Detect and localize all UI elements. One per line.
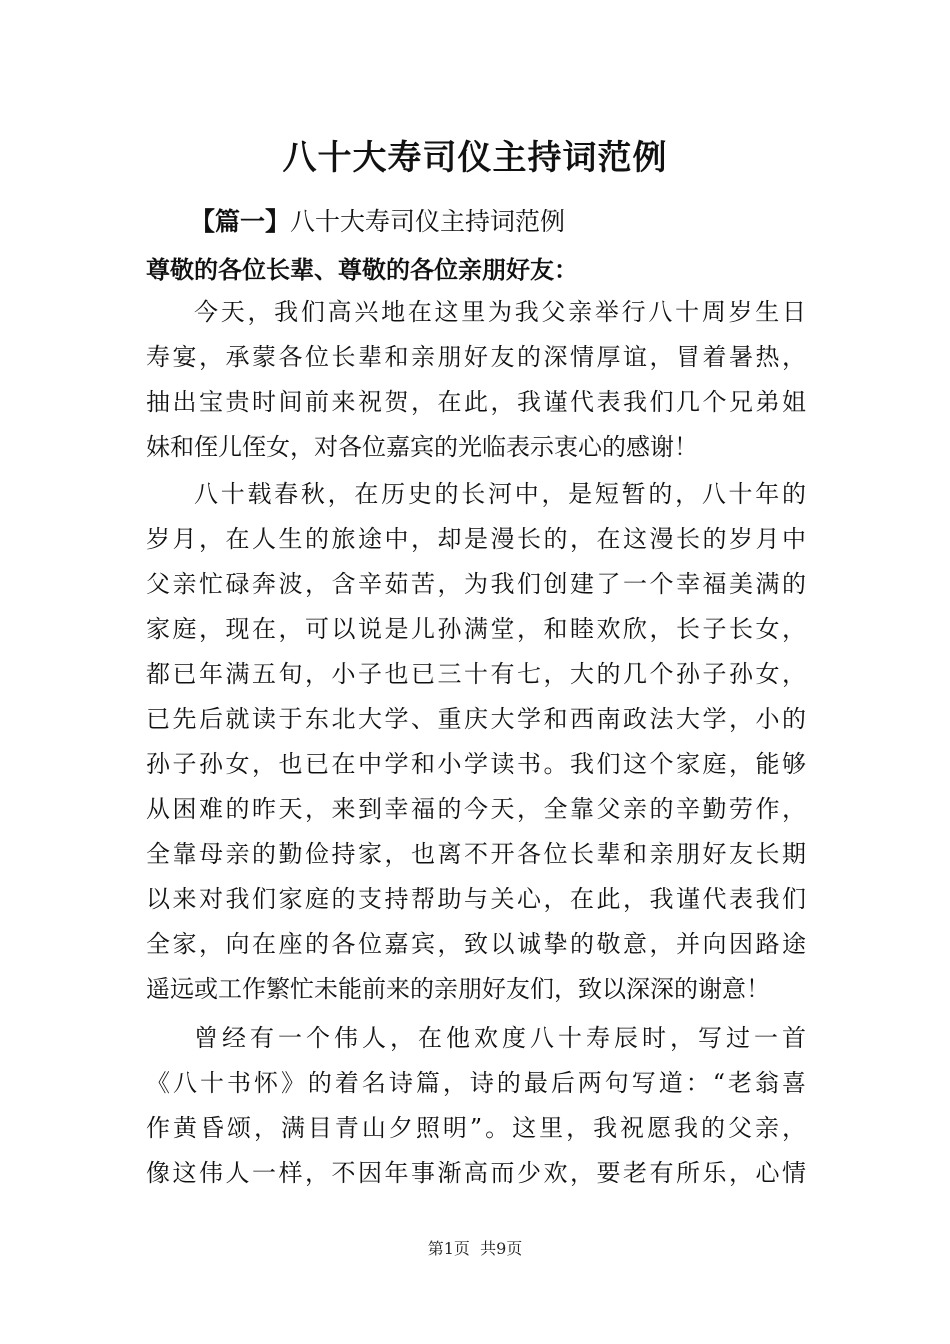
body-line: 作黄昏颂，满目青山夕照明”。这里，我祝愿我的父亲， xyxy=(146,1114,806,1142)
body-line: 像这伟人一样，不因年事渐高而少欢，要老有所乐，心情 xyxy=(146,1159,806,1187)
body-line: 孙子孙女，也已在中学和小学读书。我们这个家庭，能够 xyxy=(146,750,806,778)
body-line: 全家，向在座的各位嘉宾，致以诚挚的敬意，并向因路途 xyxy=(146,930,806,958)
body-line: 妹和侄儿侄女，对各位嘉宾的光临表示衷心的感谢！ xyxy=(146,433,698,461)
body-line: 全靠母亲的勤俭持家，也离不开各位长辈和亲朋好友长期 xyxy=(146,840,806,868)
body-line: 家庭，现在，可以说是儿孙满堂，和睦欢欣，长子长女， xyxy=(146,615,806,643)
body-line: 从困难的昨天，来到幸福的今天，全靠父亲的辛勤劳作， xyxy=(146,795,806,823)
section-heading-text: 八十大寿司仪主持词范例 xyxy=(290,207,566,236)
section-label: 【篇一】 xyxy=(190,207,291,236)
body-line: 八十载春秋，在历史的长河中，是短暂的，八十年的 xyxy=(194,480,806,508)
body-line: 遥远或工作繁忙未能前来的亲朋好友们，致以深深的谢意！ xyxy=(146,975,770,1003)
body-line: 父亲忙碌奔波，含辛茹苦，为我们创建了一个幸福美满的 xyxy=(146,570,806,598)
body-line: 曾经有一个伟人，在他欢度八十寿辰时，写过一首 xyxy=(194,1024,806,1052)
body-line: 岁月，在人生的旅途中，却是漫长的，在这漫长的岁月中 xyxy=(146,525,806,553)
page-footer: 第1页 共9页 xyxy=(427,1239,523,1258)
document-title: 八十大寿司仪主持词范例 xyxy=(282,138,668,178)
body-line: 抽出宝贵时间前来祝贺，在此，我谨代表我们几个兄弟姐 xyxy=(146,388,806,416)
body-line: 《八十书怀》的着名诗篇，诗的最后两句写道：“老翁喜 xyxy=(146,1069,806,1097)
body-line: 以来对我们家庭的支持帮助与关心，在此，我谨代表我们 xyxy=(146,885,806,913)
salutation: 尊敬的各位长辈、尊敬的各位亲朋好友： xyxy=(146,255,578,284)
body-line: 已先后就读于东北大学、重庆大学和西南政法大学，小的 xyxy=(146,705,806,733)
section-heading xyxy=(190,199,565,245)
body-line: 寿宴，承蒙各位长辈和亲朋好友的深情厚谊，冒着暑热， xyxy=(146,343,806,371)
body-line: 今天，我们高兴地在这里为我父亲举行八十周岁生日 xyxy=(194,298,806,326)
body-line: 都已年满五旬，小子也已三十有七，大的几个孙子孙女， xyxy=(146,660,806,688)
